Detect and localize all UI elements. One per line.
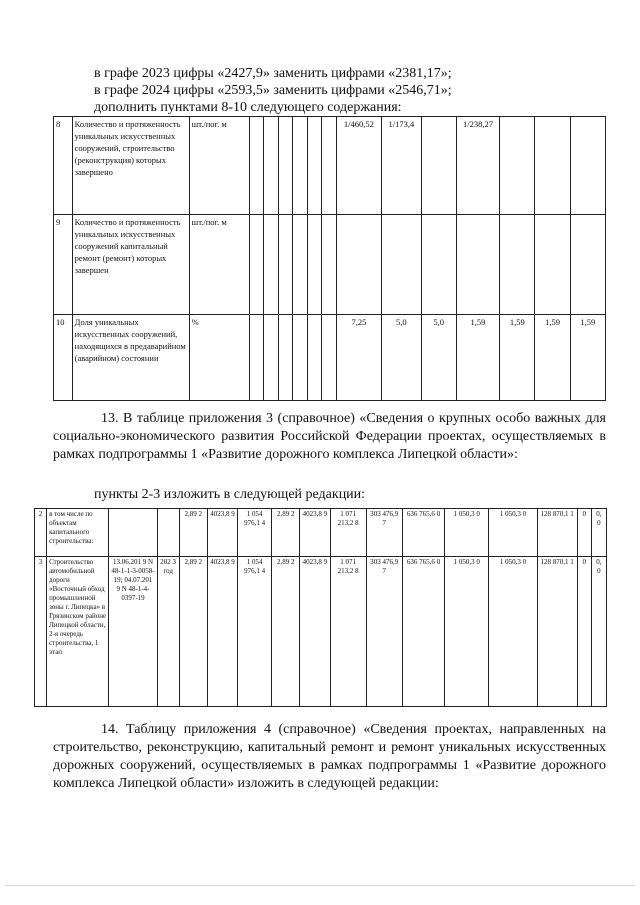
projects-table bbox=[34, 508, 607, 707]
row-number: 9 bbox=[54, 215, 73, 315]
row-number: 8 bbox=[54, 117, 73, 215]
year-cell: 202 3 год bbox=[157, 557, 179, 707]
value-cell: 2,89 2 bbox=[272, 557, 300, 707]
value-cell bbox=[421, 215, 456, 315]
value-cell bbox=[382, 215, 421, 315]
table-row bbox=[54, 315, 606, 401]
project-name: Строительство автомобильной дороги «Восточный обход промышленной зоны г. Липецка» в Грязинском районе Липецкой области, 2-я очередь строительства, 1 этап bbox=[47, 557, 109, 707]
value-cell: 5,0 bbox=[421, 315, 456, 401]
value-cell: 1,59 bbox=[456, 315, 499, 401]
value-cell bbox=[421, 117, 456, 215]
table-row bbox=[35, 557, 607, 707]
unit-cell: шт./пог. м bbox=[189, 117, 249, 215]
value-cell: 1 054 976,1 4 bbox=[238, 509, 272, 557]
value-cell: 1/238,27 bbox=[456, 117, 499, 215]
value-cell bbox=[535, 117, 570, 215]
indicators-table bbox=[53, 116, 606, 401]
indicator-name: Количество и протяженность уникальных искусственных сооружений капитальный ремонт (ремонт) которых завершен bbox=[72, 215, 189, 315]
value-cell: 4023,8 9 bbox=[207, 557, 237, 707]
value-cell: 303 476,9 7 bbox=[366, 509, 402, 557]
row-number: 10 bbox=[54, 315, 73, 401]
value-cell: 4023,8 9 bbox=[300, 509, 330, 557]
scan-edge-divider bbox=[5, 885, 635, 886]
value-cell: 128 870,1 1 bbox=[537, 557, 577, 707]
paragraph-14: 14. Таблицу приложения 4 (справочное) «Сведения проектах, направленных на строительство, реконструкцию, капитальный ремонт и ремонт уникальных искусственных дорожных сооружений, осуществляемых в рамках подпрограммы 1 «Развитие дорожного комплекса Липецкой области» изложить в следующей редакции: bbox=[53, 722, 606, 791]
value-cell: 1/173,4 bbox=[382, 117, 421, 215]
intro-line-2: в графе 2024 цифры «2593,5» заменить цифрами «2546,71»; bbox=[94, 83, 452, 98]
intro-line-1: в графе 2023 цифры «2427,9» заменить цифрами «2381,17»; bbox=[94, 66, 452, 81]
unit-cell: % bbox=[189, 315, 249, 401]
table-row bbox=[54, 215, 606, 315]
unit-cell: шт./пог. м bbox=[189, 215, 249, 315]
value-cell: 7,25 bbox=[336, 315, 382, 401]
value-cell: 1 050,3 0 bbox=[489, 509, 537, 557]
value-cell: 1 050,3 0 bbox=[445, 557, 489, 707]
value-cell: 2,89 2 bbox=[179, 509, 207, 557]
value-cell: 0 bbox=[577, 557, 591, 707]
table-row bbox=[35, 509, 607, 557]
value-cell: 0 bbox=[577, 509, 591, 557]
paragraph-13-sub: пункты 2-3 изложить в следующей редакции: bbox=[94, 487, 366, 502]
intro-line-3: дополнить пунктами 8-10 следующего содержания: bbox=[94, 100, 402, 115]
date-cell bbox=[109, 509, 157, 557]
value-cell: 1,59 bbox=[500, 315, 535, 401]
value-cell bbox=[336, 215, 382, 315]
value-cell: 1,59 bbox=[535, 315, 570, 401]
value-cell: 1,59 bbox=[570, 315, 605, 401]
value-cell: 1 071 213,2 8 bbox=[330, 509, 366, 557]
value-cell: 636 765,6 0 bbox=[402, 509, 444, 557]
indicator-name: Количество и протяженность уникальных искусственных сооружений, строительство (реконструкция) которых завершено bbox=[72, 117, 189, 215]
value-cell bbox=[500, 117, 535, 215]
value-cell: 0, 0 bbox=[591, 557, 606, 707]
value-cell bbox=[500, 215, 535, 315]
value-cell: 5,0 bbox=[382, 315, 421, 401]
value-cell: 2,89 2 bbox=[272, 509, 300, 557]
value-cell: 4023,8 9 bbox=[300, 557, 330, 707]
year-cell bbox=[157, 509, 179, 557]
date-cell: 13.06.201 9 N 48-1-1-3-0058-19; 04.07.201 9 N 48-1-4-0397-19 bbox=[109, 557, 157, 707]
value-cell: 1 071 213,2 8 bbox=[330, 557, 366, 707]
value-cell: 303 476,9 7 bbox=[366, 557, 402, 707]
value-cell: 4023,8 9 bbox=[207, 509, 237, 557]
value-cell bbox=[456, 215, 499, 315]
value-cell: 1 050,3 0 bbox=[489, 557, 537, 707]
row-number: 3 bbox=[35, 557, 47, 707]
value-cell: 128 870,1 1 bbox=[537, 509, 577, 557]
table-row bbox=[54, 117, 606, 215]
value-cell: 0, 0 bbox=[591, 509, 606, 557]
value-cell bbox=[570, 215, 605, 315]
paragraph-13: 13. В таблице приложения 3 (справочное) «Сведения о крупных особо важных для социально-экономического развития Российской Федерации проектах, осуществляемых в рамках подпрограммы 1 «Развитие дорожного комплекса Липецкой области»: bbox=[53, 411, 606, 462]
value-cell: 2,89 2 bbox=[179, 557, 207, 707]
indicator-name: Доля уникальных искусственных сооружений, находящихся в предаварийном (аварийном) состоянии bbox=[72, 315, 189, 401]
value-cell bbox=[535, 215, 570, 315]
row-number: 2 bbox=[35, 509, 47, 557]
value-cell: 1 054 976,1 4 bbox=[238, 557, 272, 707]
value-cell bbox=[570, 117, 605, 215]
project-name: в том числе по объектам капитального строительства: bbox=[47, 509, 109, 557]
value-cell: 636 765,6 0 bbox=[402, 557, 444, 707]
value-cell: 1 050,3 0 bbox=[445, 509, 489, 557]
value-cell: 1/460,52 bbox=[336, 117, 382, 215]
